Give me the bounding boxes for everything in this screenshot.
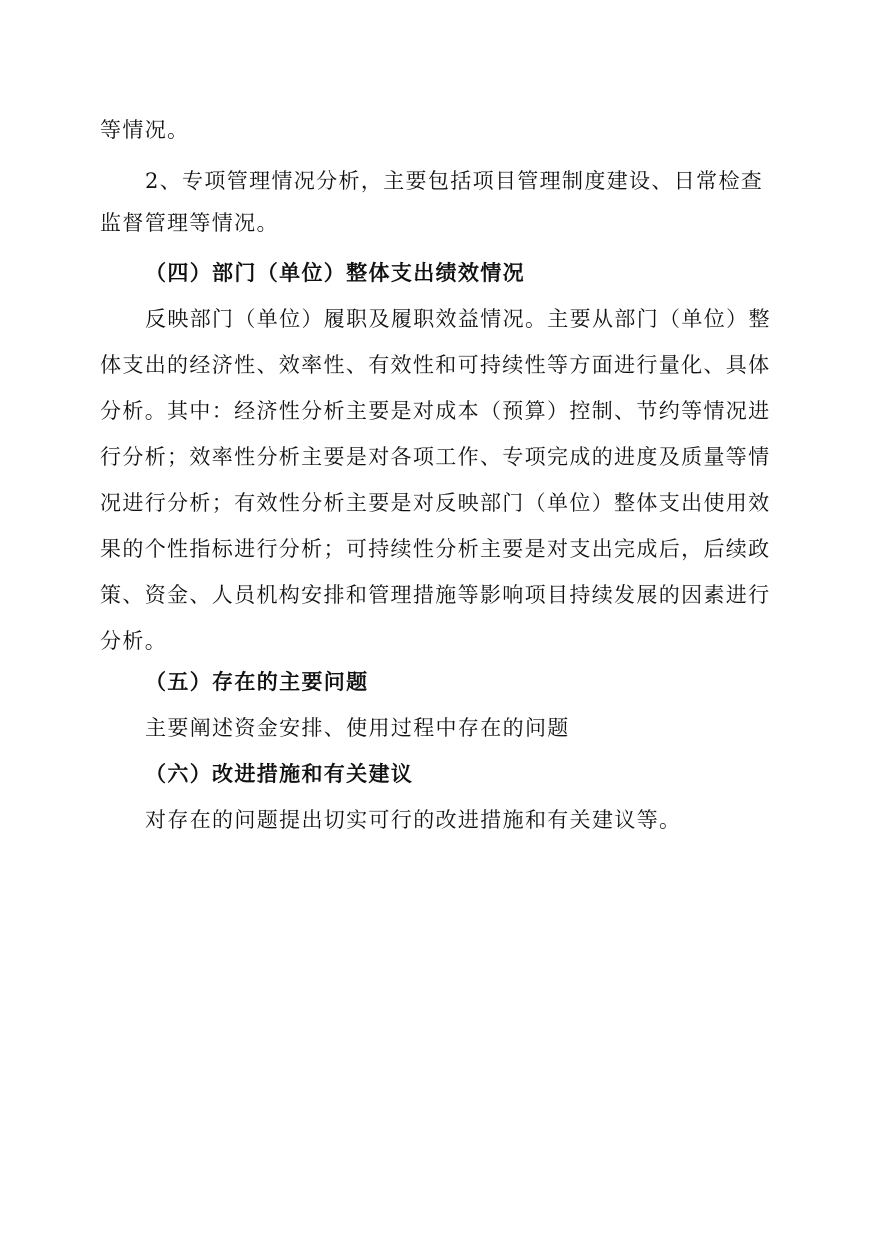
section-heading: （五）存在的主要问题 (145, 669, 369, 694)
text-line: 2、专项管理情况分析，主要包括项目管理制度建设、日常检查 (145, 169, 764, 193)
text-line: 体支出的经济性、效率性、有效性和可持续性等方面进行量化、具体 (100, 353, 771, 377)
section-heading: （六）改进措施和有关建议 (145, 761, 414, 786)
text-line: 行分析；效率性分析主要是对各项工作、专项完成的进度及质量等情 (100, 445, 771, 469)
text-line: 反映部门（单位）履职及履职效益情况。主要从部门（单位）整 (145, 307, 771, 331)
text-line: 况进行分析；有效性分析主要是对反映部门（单位）整体支出使用效 (100, 491, 771, 515)
text-line: 等情况。 (100, 118, 190, 142)
section-heading: （四）部门（单位）整体支出绩效情况 (145, 260, 525, 285)
text-line: 分析。其中：经济性分析主要是对成本（预算）控制、节约等情况进 (100, 399, 771, 423)
text-line: 对存在的问题提出切实可行的改进措施和有关建议等。 (145, 808, 682, 832)
text-line: 策、资金、人员机构安排和管理措施等影响项目持续发展的因素进行 (100, 583, 771, 607)
text-line: 分析。 (100, 629, 168, 653)
text-line: 果的个性指标进行分析；可持续性分析主要是对支出完成后，后续政 (100, 537, 771, 561)
text-line: 监督管理等情况。 (100, 211, 279, 235)
text-line: 主要阐述资金安排、使用过程中存在的问题 (145, 716, 570, 740)
